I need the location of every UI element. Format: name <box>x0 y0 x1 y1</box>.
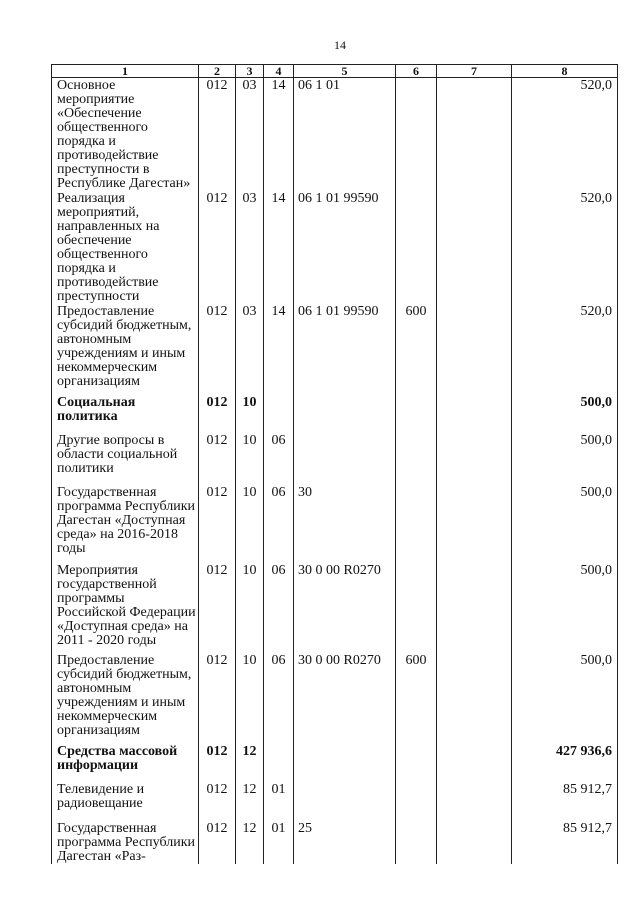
row-section-code: 03 <box>236 304 264 395</box>
row-amount: 500,0 <box>512 395 618 433</box>
row-name: Предоставление субсидий бюджетным, автономным учреждениям и иным некоммерческим организациям <box>52 304 199 395</box>
row-ministry-code: 012 <box>199 433 236 485</box>
row-ministry-code: 012 <box>199 744 236 782</box>
row-ministry-code: 012 <box>199 191 236 304</box>
row-target-article <box>294 395 396 433</box>
row-col7 <box>437 191 512 304</box>
table-row <box>52 744 618 782</box>
row-col7 <box>437 653 512 744</box>
row-name: Социальная политика <box>52 395 199 433</box>
row-target-article: 25 <box>294 821 396 864</box>
row-subsection-code: 14 <box>264 304 294 395</box>
table-header-row <box>52 65 618 78</box>
row-expense-type: 600 <box>396 653 437 744</box>
row-expense-type <box>396 563 437 653</box>
table-row <box>52 304 618 395</box>
row-expense-type <box>396 821 437 864</box>
row-expense-type <box>396 433 437 485</box>
row-target-article: 30 0 00 R0270 <box>294 563 396 653</box>
row-expense-type <box>396 78 437 192</box>
row-section-code: 10 <box>236 485 264 563</box>
row-col7 <box>437 304 512 395</box>
row-amount: 500,0 <box>512 485 618 563</box>
row-target-article: 06 1 01 <box>294 78 396 192</box>
column-header-1: 1 <box>52 65 199 78</box>
row-subsection-code: 14 <box>264 191 294 304</box>
row-subsection-code: 14 <box>264 78 294 192</box>
column-header-8: 8 <box>512 65 618 78</box>
row-target-article: 06 1 01 99590 <box>294 304 396 395</box>
table-row <box>52 821 618 864</box>
row-name: Телевидение и радиовещание <box>52 782 199 821</box>
row-section-code: 12 <box>236 744 264 782</box>
row-amount: 500,0 <box>512 433 618 485</box>
row-expense-type <box>396 744 437 782</box>
row-name: Предоставление субсидий бюджетным, автономным учреждениям и иным некоммерческим организациям <box>52 653 199 744</box>
row-amount: 520,0 <box>512 304 618 395</box>
row-section-code: 03 <box>236 78 264 192</box>
row-col7 <box>437 395 512 433</box>
row-section-code: 03 <box>236 191 264 304</box>
table-row <box>52 395 618 433</box>
row-amount: 85 912,7 <box>512 821 618 864</box>
row-name: Реализация мероприятий, направленных на обеспечение общественного порядка и противодействие преступности <box>52 191 199 304</box>
row-target-article <box>294 782 396 821</box>
row-ministry-code: 012 <box>199 653 236 744</box>
row-section-code: 10 <box>236 433 264 485</box>
row-amount: 427 936,6 <box>512 744 618 782</box>
row-expense-type <box>396 395 437 433</box>
row-section-code: 12 <box>236 782 264 821</box>
row-expense-type <box>396 485 437 563</box>
row-col7 <box>437 485 512 563</box>
row-ministry-code: 012 <box>199 821 236 864</box>
table-row <box>52 782 618 821</box>
row-subsection-code <box>264 395 294 433</box>
row-subsection-code: 06 <box>264 563 294 653</box>
row-subsection-code: 06 <box>264 433 294 485</box>
row-col7 <box>437 744 512 782</box>
table-row <box>52 191 618 304</box>
row-amount: 85 912,7 <box>512 782 618 821</box>
row-ministry-code: 012 <box>199 304 236 395</box>
row-subsection-code: 01 <box>264 821 294 864</box>
row-col7 <box>437 78 512 192</box>
row-ministry-code: 012 <box>199 563 236 653</box>
row-ministry-code: 012 <box>199 78 236 192</box>
row-target-article <box>294 744 396 782</box>
row-ministry-code: 012 <box>199 485 236 563</box>
row-name: Государственная программа Республики Дагестан «Доступная среда» на 2016-2018 годы <box>52 485 199 563</box>
row-subsection-code: 06 <box>264 485 294 563</box>
column-header-2: 2 <box>199 65 236 78</box>
row-col7 <box>437 821 512 864</box>
row-name: Основное мероприятие «Обеспечение общественного порядка и противодействие преступности в Республике Дагестан» <box>52 78 199 192</box>
column-header-7: 7 <box>437 65 512 78</box>
row-section-code: 10 <box>236 563 264 653</box>
row-target-article: 30 0 00 R0270 <box>294 653 396 744</box>
table-row <box>52 433 618 485</box>
row-target-article: 06 1 01 99590 <box>294 191 396 304</box>
row-amount: 500,0 <box>512 563 618 653</box>
row-amount: 500,0 <box>512 653 618 744</box>
row-subsection-code: 01 <box>264 782 294 821</box>
row-target-article: 30 <box>294 485 396 563</box>
table-row <box>52 653 618 744</box>
row-ministry-code: 012 <box>199 782 236 821</box>
row-expense-type: 600 <box>396 304 437 395</box>
column-header-3: 3 <box>236 65 264 78</box>
table-row <box>52 485 618 563</box>
row-subsection-code <box>264 744 294 782</box>
table-row <box>52 563 618 653</box>
row-col7 <box>437 433 512 485</box>
column-header-5: 5 <box>294 65 396 78</box>
row-amount: 520,0 <box>512 191 618 304</box>
row-section-code: 10 <box>236 653 264 744</box>
row-name: Государственная программа Республики Дагестан «Раз- <box>52 821 199 864</box>
row-ministry-code: 012 <box>199 395 236 433</box>
row-subsection-code: 06 <box>264 653 294 744</box>
table-row <box>52 78 618 192</box>
row-section-code: 12 <box>236 821 264 864</box>
column-header-4: 4 <box>264 65 294 78</box>
budget-table <box>51 64 618 864</box>
row-name: Средства массовой информации <box>52 744 199 782</box>
row-name: Мероприятия государственной программы Российской Федерации «Доступная среда» на 2011 - 2020 годы <box>52 563 199 653</box>
column-header-6: 6 <box>396 65 437 78</box>
row-expense-type <box>396 782 437 821</box>
row-col7 <box>437 782 512 821</box>
page-number: 14 <box>334 38 346 52</box>
row-name: Другие вопросы в области социальной политики <box>52 433 199 485</box>
row-section-code: 10 <box>236 395 264 433</box>
row-amount: 520,0 <box>512 78 618 192</box>
row-col7 <box>437 563 512 653</box>
row-target-article <box>294 433 396 485</box>
row-expense-type <box>396 191 437 304</box>
